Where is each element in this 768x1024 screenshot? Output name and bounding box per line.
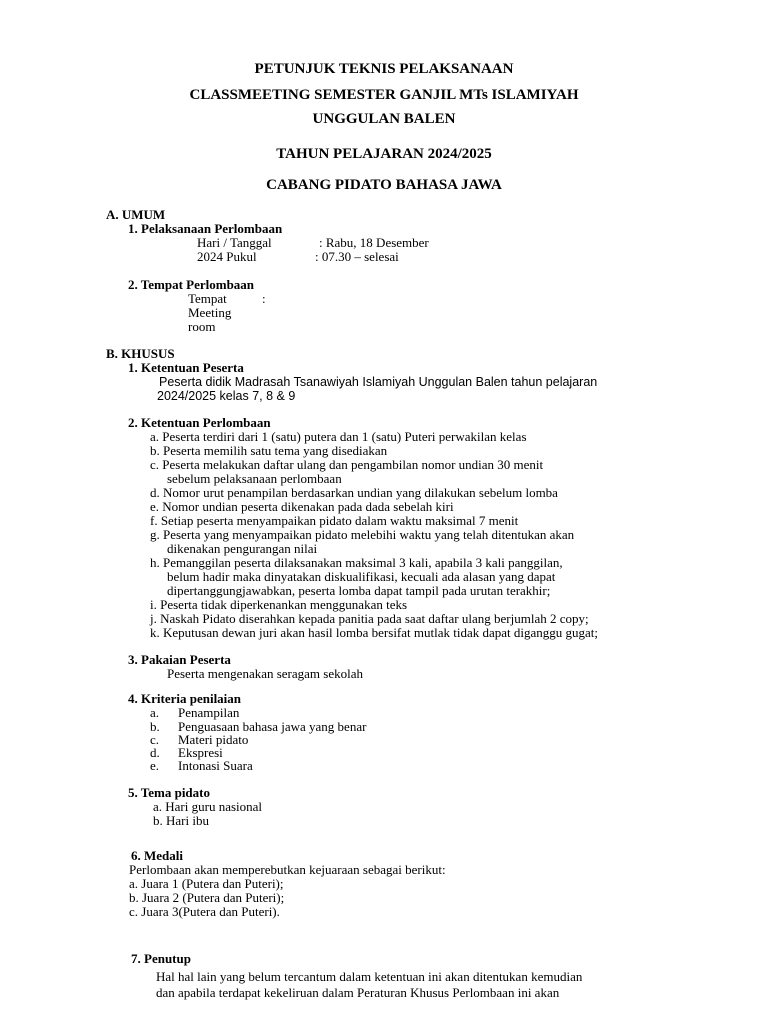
b1-line-2: 2024/2025 kelas 7, 8 & 9	[157, 389, 296, 403]
a1-heading: 1. Pelaksanaan Perlombaan	[128, 221, 283, 236]
a1-time-label: 2024 Pukul	[197, 249, 257, 264]
doc-title-line-2: CLASSMEETING SEMESTER GANJIL MTs ISLAMIYAH	[189, 87, 579, 103]
doc-title-line-3: UNGGULAN BALEN	[312, 111, 456, 127]
b5-item: a. Hari guru nasional	[153, 799, 263, 814]
a2-place-line-2: room	[188, 319, 216, 334]
b4-heading: 4. Kriteria penilaian	[128, 691, 242, 706]
b4-item: Penguasaan bahasa jawa yang benar	[178, 719, 367, 734]
b6-item: a. Juara 1 (Putera dan Puteri);	[129, 876, 284, 891]
b4-item-letter: b.	[150, 719, 160, 734]
b2-item-continued: sebelum pelaksanaan perlombaan	[167, 471, 342, 486]
b4-item-letter: e.	[150, 758, 160, 773]
b2-item: c. Peserta melakukan daftar ulang dan pengambilan nomor undian 30 menit	[150, 457, 544, 472]
b2-item: g. Peserta yang menyampaikan pidato melebihi waktu yang telah ditentukan akan	[150, 527, 575, 542]
a1-day-label: Hari / Tanggal	[197, 235, 272, 250]
a2-place-label: Tempat	[188, 291, 227, 306]
b2-heading: 2. Ketentuan Perlombaan	[128, 415, 271, 430]
a1-day-value: : Rabu, 18 Desember	[319, 235, 429, 250]
section-b-heading: B. KHUSUS	[106, 346, 175, 361]
b2-item: k. Keputusan dewan juri akan hasil lomba bersifat mutlak tidak dapat diganggu gugat;	[150, 625, 599, 640]
b4-item: Intonasi Suara	[178, 758, 253, 773]
b2-item: b. Peserta memilih satu tema yang disediakan	[150, 443, 388, 458]
b2-item-continued: belum hadir maka dinyatakan diskualifikasi, kecuali ada alasan yang dapat	[167, 569, 556, 584]
b2-item: j. Naskah Pidato diserahkan kepada panitia pada saat daftar ulang berjumlah 2 copy;	[150, 611, 589, 626]
b6-item: c. Juara 3(Putera dan Puteri).	[129, 904, 280, 919]
b4-item-letter: d.	[150, 745, 160, 760]
section-a-heading: A. UMUM	[106, 207, 166, 222]
b6-intro: Perlombaan akan memperebutkan kejuaraan sebagai berikut:	[129, 862, 446, 877]
b4-item: Penampilan	[178, 705, 240, 720]
b4-item-letter: a.	[150, 705, 160, 720]
doc-branch-heading: CABANG PIDATO BAHASA JAWA	[266, 177, 502, 193]
a2-heading: 2. Tempat Perlombaan	[128, 277, 255, 292]
b5-heading: 5. Tema pidato	[128, 785, 210, 800]
doc-year-heading: TAHUN PELAJARAN 2024/2025	[276, 146, 492, 162]
b2-item: e. Nomor undian peserta dikenakan pada dada sebelah kiri	[150, 499, 454, 514]
a2-place-colon: :	[262, 291, 266, 306]
b1-heading: 1. Ketentuan Peserta	[128, 360, 244, 375]
b1-line-1: Peserta didik Madrasah Tsanawiyah Islamiyah Unggulan Balen tahun pelajaran	[159, 375, 598, 389]
b5-item: b. Hari ibu	[153, 813, 209, 828]
doc-title-line-1: PETUNJUK TEKNIS PELAKSANAAN	[254, 61, 514, 77]
a2-place-line-1: Meeting	[188, 305, 232, 320]
a1-time-value: : 07.30 – selesai	[315, 249, 399, 264]
b3-heading: 3. Pakaian Peserta	[128, 652, 231, 667]
b2-item-continued: dikenakan pengurangan nilai	[167, 541, 318, 556]
b4-item: Materi pidato	[178, 732, 249, 747]
b6-item: b. Juara 2 (Putera dan Puteri);	[129, 890, 285, 905]
b4-item: Ekspresi	[178, 745, 223, 760]
b2-item: f. Setiap peserta menyampaikan pidato dalam waktu maksimal 7 menit	[150, 513, 519, 528]
b7-line: dan apabila terdapat kekeliruan dalam Peraturan Khusus Perlombaan ini akan	[156, 985, 560, 1000]
b2-item: h. Pemanggilan peserta dilaksanakan maksimal 3 kali, apabila 3 kali panggilan,	[150, 555, 563, 570]
b2-item: d. Nomor urut penampilan berdasarkan undian yang dilakukan sebelum lomba	[150, 485, 558, 500]
b2-item-continued: dipertanggungjawabkan, peserta lomba dapat tampil pada urutan terakhir;	[167, 583, 551, 598]
b4-item-letter: c.	[150, 732, 160, 747]
b2-item: a. Peserta terdiri dari 1 (satu) putera dan 1 (satu) Puteri perwakilan kelas	[150, 429, 527, 444]
b7-line: Hal hal lain yang belum tercantum dalam ketentuan ini akan ditentukan kemudian	[156, 969, 583, 984]
b7-heading: 7. Penutup	[131, 951, 191, 966]
b3-line: Peserta mengenakan seragam sekolah	[167, 666, 364, 681]
b2-item: i. Peserta tidak diperkenankan menggunakan teks	[150, 597, 408, 612]
b6-heading: 6. Medali	[131, 848, 183, 863]
